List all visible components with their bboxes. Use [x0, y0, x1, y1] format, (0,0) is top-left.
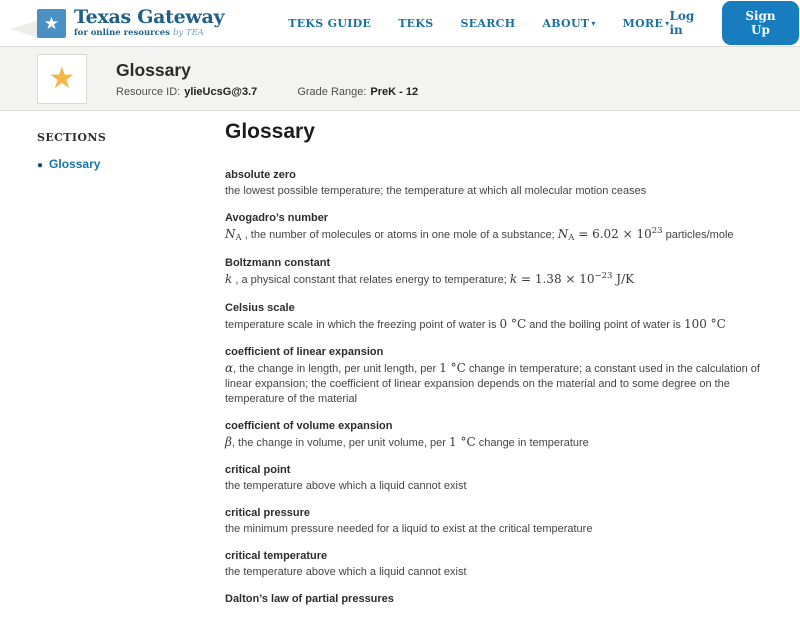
glossary-entry	[225, 168, 770, 199]
glossary-definition	[225, 272, 770, 289]
sidebar-item-glossary[interactable]	[37, 157, 225, 171]
sections-sidebar	[0, 111, 225, 171]
content-area	[0, 111, 800, 619]
glossary-term: Celsius scale	[225, 302, 295, 314]
definition-text: the lowest possible temperature; the temperature at which all molecular motion ceases	[225, 185, 647, 197]
glossary-entry	[225, 345, 770, 407]
definition-text: the temperature above which a liquid cannot exist	[225, 566, 467, 578]
sidebar-item-label: Glossary	[49, 157, 101, 171]
math-notation: N	[557, 227, 569, 241]
main-nav	[288, 17, 669, 30]
glossary-term: coefficient of volume expansion	[225, 420, 393, 432]
math-notation: α	[225, 361, 234, 375]
glossary-entry	[225, 419, 770, 451]
definition-text: and the boiling point of water is	[526, 319, 684, 331]
math-notation: N	[225, 227, 236, 241]
logo-title: Texas Gateway	[74, 6, 225, 28]
definition-text: change in temperature; a constant used in the calculation of linear expansion; the coefficient of linear expansion depends on the material and to some degree on the temperature of the material	[225, 363, 760, 405]
glossary-definition	[225, 522, 770, 537]
definition-text: , a physical constant that relates energy to temperature;	[232, 274, 510, 286]
glossary-term: absolute zero	[225, 169, 296, 181]
glossary-entry	[225, 549, 770, 580]
definition-text: change in temperature	[475, 437, 589, 449]
math-notation: k	[509, 272, 518, 286]
glossary-definition	[225, 317, 770, 333]
math-notation: J/K	[612, 272, 635, 286]
definition-text: particles/mole	[662, 229, 734, 241]
nav-teks-guide[interactable]: TEKS GUIDE	[288, 16, 372, 30]
math-notation: 0 °C	[499, 317, 527, 331]
logo-text	[74, 8, 224, 38]
bullet-icon: ●	[37, 160, 44, 171]
math-notation: 100 °C	[683, 317, 726, 331]
glossary-definition	[225, 565, 770, 580]
logo-tagline	[74, 28, 224, 38]
nav-more-dropdown[interactable]	[623, 17, 670, 30]
glossary-term: Dalton’s law of partial pressures	[225, 593, 394, 605]
glossary-definition	[225, 435, 770, 451]
definition-text: temperature scale in which the freezing point of water is	[225, 319, 500, 331]
site-logo[interactable]	[37, 8, 224, 38]
math-notation: A	[235, 233, 242, 243]
signup-button[interactable]: Sign Up	[722, 1, 798, 45]
glossary-definition	[225, 479, 770, 494]
glossary-term: Boltzmann constant	[225, 257, 331, 269]
resource-star-icon: ★	[37, 54, 87, 104]
nav-more-label: MORE	[622, 16, 664, 30]
grade-range-value: PreK - 12	[370, 85, 419, 98]
resource-header-band	[0, 46, 800, 111]
login-link[interactable]: Log in	[669, 9, 695, 37]
math-notation: = 6.02 × 10	[574, 227, 652, 241]
grade-range-label: Grade Range:	[297, 85, 367, 98]
grade-range	[297, 86, 418, 98]
math-notation: 23	[651, 226, 663, 236]
glossary-definition	[225, 184, 770, 199]
definition-text: the minimum pressure needed for a liquid to exist at the critical temperature	[225, 523, 593, 535]
glossary-term: Avogadro’s number	[225, 212, 329, 224]
glossary-term: critical pressure	[225, 507, 310, 519]
resource-id-label: Resource ID:	[116, 85, 181, 98]
resource-title: Glossary	[116, 59, 191, 80]
math-notation: β	[225, 435, 232, 449]
glossary-entry	[225, 211, 770, 244]
logo-tagline-by: by TEA	[172, 28, 204, 38]
resource-id-value: ylieUcsG@3.7	[184, 85, 258, 98]
glossary-term: critical temperature	[225, 550, 328, 562]
nav-teks[interactable]: TEKS	[398, 16, 434, 30]
math-notation: 1 °C	[449, 435, 476, 449]
definition-text: , the change in length, per unit length, per	[233, 363, 440, 375]
glossary-entry	[225, 301, 770, 333]
definition-text: , the change in volume, per unit volume, per	[231, 437, 450, 449]
sections-heading: SECTIONS	[37, 131, 107, 144]
site-header	[0, 0, 800, 46]
glossary-entry	[225, 256, 770, 289]
resource-info	[116, 60, 418, 98]
logo-star-icon: ★	[37, 9, 66, 38]
glossary-definition	[225, 227, 770, 244]
glossary-term: coefficient of linear expansion	[225, 346, 384, 358]
nav-about-dropdown[interactable]	[542, 17, 595, 30]
glossary-entry	[225, 506, 770, 537]
math-notation: −23	[594, 271, 613, 281]
glossary-entries	[225, 168, 770, 607]
resource-id	[116, 86, 257, 98]
math-notation: 1 °C	[439, 361, 466, 375]
math-notation: A	[568, 233, 575, 243]
logo-tagline-text: for online resources	[74, 28, 170, 38]
math-notation: k	[225, 272, 233, 286]
glossary-entry	[225, 592, 770, 607]
math-notation: = 1.38 × 10	[517, 272, 595, 286]
glossary-main	[225, 111, 800, 619]
glossary-entry	[225, 463, 770, 494]
nav-about-label: ABOUT	[542, 16, 590, 30]
chevron-down-icon: ▾	[591, 17, 596, 28]
resource-meta	[116, 86, 418, 98]
logo-ribbon-decoration	[10, 20, 40, 38]
chevron-down-icon: ▾	[665, 17, 670, 28]
definition-text: , the number of molecules or atoms in one mole of a substance;	[241, 229, 558, 241]
definition-text: the temperature above which a liquid cannot exist	[225, 480, 467, 492]
page-title: Glossary	[225, 120, 315, 143]
nav-search[interactable]: SEARCH	[460, 16, 516, 30]
glossary-definition	[225, 361, 770, 407]
glossary-term: critical point	[225, 464, 291, 476]
